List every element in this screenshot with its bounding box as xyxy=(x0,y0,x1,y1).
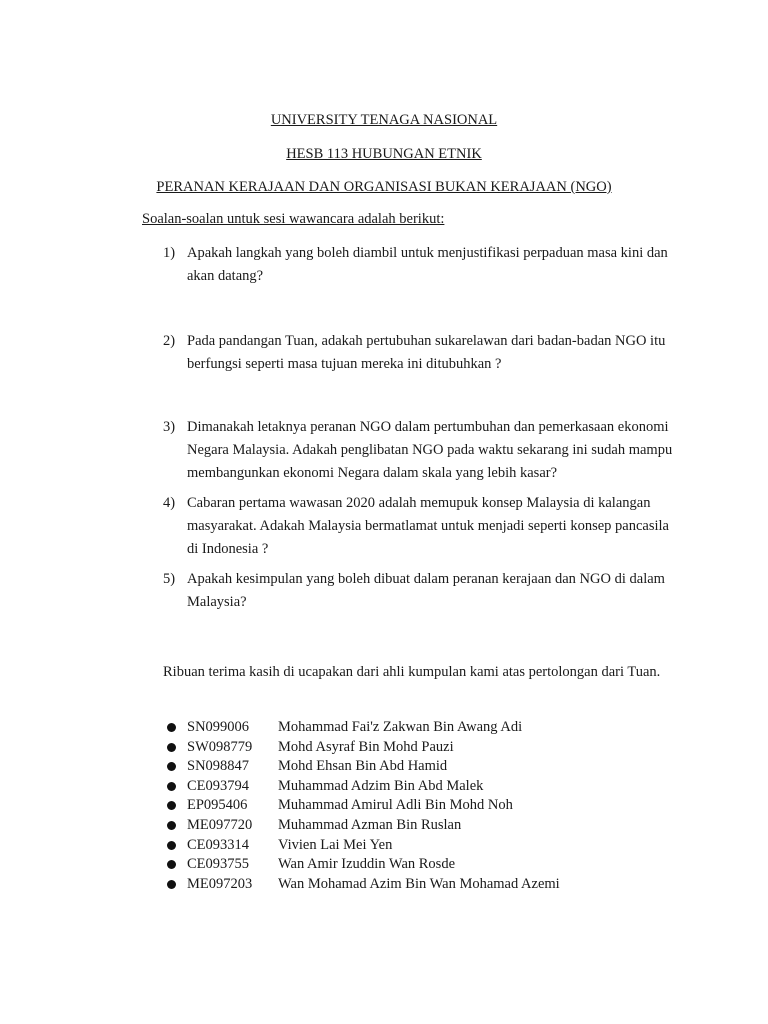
question-number: 3) xyxy=(163,419,176,435)
student-name: Mohd Asyraf Bin Mohd Pauzi xyxy=(278,738,454,755)
questions-intro: Soalan-soalan untuk sesi wawancara adalah berikut: xyxy=(142,211,445,227)
question-number: 1) xyxy=(163,245,176,261)
bullet-icon xyxy=(167,841,176,850)
student-id: CE093314 xyxy=(187,836,250,853)
student-id: EP095406 xyxy=(187,797,248,814)
course-title: HESB 113 HUBUNGAN ETNIK xyxy=(286,146,482,162)
question-number: 5) xyxy=(163,571,176,587)
student-id: ME097720 xyxy=(187,816,253,833)
question-item xyxy=(163,492,683,561)
question-text: Dimanakah letaknya peranan NGO dalam pertumbuhan dan pemerkasaan ekonomi Negara Malaysia. Adakah penglibatan NGO pada waktu sekarang ini sudah mampu membangunkan ekonomi Negara dalam skala yang lebih kasar? xyxy=(187,419,673,481)
bullet-icon xyxy=(167,762,176,771)
question-text: Pada pandangan Tuan, adakah pertubuhan sukarelawan dari badan-badan NGO itu berfungsi seperti masa tujuan mereka ini ditubuhkan ? xyxy=(187,333,666,372)
question-number: 4) xyxy=(163,495,176,511)
question-text: Apakah langkah yang boleh diambil untuk menjustifikasi perpaduan masa kini dan akan datang? xyxy=(187,245,668,284)
university-title: UNIVERSITY TENAGA NASIONAL xyxy=(270,112,498,128)
student-name: Muhammad Adzim Bin Abd Malek xyxy=(278,777,484,794)
question-item xyxy=(163,330,683,376)
bullet-icon xyxy=(167,723,176,732)
bullet-icon xyxy=(167,880,176,889)
student-name: Muhammad Azman Bin Ruslan xyxy=(278,816,462,833)
bullet-icon xyxy=(167,743,176,752)
bullet-icon xyxy=(167,782,176,791)
student-id: ME097203 xyxy=(187,875,253,892)
student-name: Wan Mohamad Azim Bin Wan Mohamad Azemi xyxy=(278,875,560,892)
bullet-icon xyxy=(167,821,176,830)
question-number: 2) xyxy=(163,333,176,349)
student-name: Muhammad Amirul Adli Bin Mohd Noh xyxy=(278,797,513,814)
question-item xyxy=(163,416,683,485)
student-id: SN099006 xyxy=(187,719,250,735)
student-id: SN098847 xyxy=(187,758,250,775)
student-id: CE093794 xyxy=(187,777,250,794)
closing-note: Ribuan terima kasih di ucapakan dari ahli kumpulan kami atas pertolongan dari Tuan. xyxy=(163,664,661,680)
student-id: CE093755 xyxy=(187,856,250,873)
topic-title: PERANAN KERAJAAN DAN ORGANISASI BUKAN KERAJAAN (NGO) xyxy=(156,179,612,195)
question-text: Apakah kesimpulan yang boleh dibuat dalam peranan kerajaan dan NGO di dalam Malaysia? xyxy=(187,571,665,610)
student-name: Wan Amir Izuddin Wan Rosde xyxy=(278,856,456,873)
student-name: Vivien Lai Mei Yen xyxy=(278,836,393,853)
question-text: Cabaran pertama wawasan 2020 adalah memupuk konsep Malaysia di kalangan masyarakat. Adakah Malaysia bermatlamat untuk menjadi seperti konsep pancasila di Indonesia ? xyxy=(187,495,669,557)
question-item xyxy=(163,242,683,288)
question-item xyxy=(163,568,683,614)
bullet-icon xyxy=(167,801,176,810)
bullet-icon xyxy=(167,860,176,869)
student-name: Mohammad Fai'z Zakwan Bin Awang Adi xyxy=(278,719,523,735)
student-id: SW098779 xyxy=(187,738,253,755)
student-name: Mohd Ehsan Bin Abd Hamid xyxy=(278,758,448,775)
